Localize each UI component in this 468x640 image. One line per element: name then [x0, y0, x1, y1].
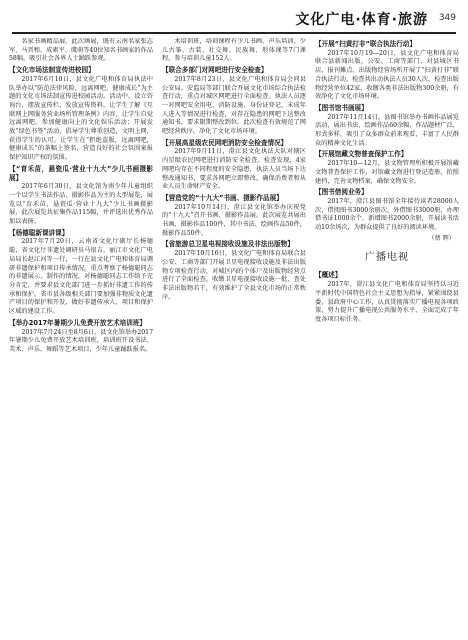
page-number: 349: [438, 13, 456, 23]
entry-heading: 【开展高星级农民网吧消防安全检查情况】: [162, 138, 288, 147]
article-columns: [9, 38, 459, 636]
entry-paragraph: 2017年7月20日，云南省文化厅副厅长杨德聪，省文化厅非遗处调研员马银吉，丽江市文化广电局局长赵江河等一行，一行在县文化广电和体育局调研非遗保护和项目传承情况。重点考察了杨德聪同志的非遗展示、制作的情况，对杨德聪同志工作给予充分肯定，并要求县文化部门进一步抓好非遗工作的传承和保护。省市县各级相关部门要加强非物质文化遗产项目的保护和开发，做好非遗传承人、项目和保护区域的建设工作。: [9, 238, 153, 316]
entry-paragraph: 名家书画精品展、此次画展，既有云南名家张志军、马晋和、成素平、虞萌等40位知名书画家的作品58幅，吸引社会各界人士踊跃参观。: [9, 38, 153, 63]
entry-heading: 【图书馆书画展】: [315, 103, 368, 112]
entry-heading: 【开展“扫黄打非”联合执法行动】: [315, 40, 416, 48]
entry-heading: 【营造党的“十九大”书画、摄影作品展】: [162, 193, 283, 202]
entry-heading: 【文化市场法制宣传进校园】: [9, 66, 95, 75]
subsection-title: 广播电视: [365, 252, 409, 264]
column-1: [9, 38, 153, 636]
page-header: [12, 8, 456, 34]
author-signature: （蔡 辉）: [428, 234, 455, 242]
entry-heading: 【省旅游总卫星电视接收设施及非法出版物】: [162, 240, 294, 249]
entry-paragraph: 2017年7月24日至8月6日，县文化馆举办2017年暑期少儿免费开放艺术培训班，培训班开设书法、美术、声乐、舞蹈等艺术项目，少年儿童踊跃报名。: [9, 328, 153, 353]
entry-heading: 【杨德聪新课讲课】: [9, 228, 69, 237]
entry-paragraph: 2017年10月14日，澄江县文化馆举办庆祝党的“十九大”召开书画、摄影作品展。此次展览共展出书画、摄影作品100件，其中书法、绘画作品50件，摄影作品50件。: [162, 203, 306, 237]
entry-heading: 【图书借阅业务】: [315, 188, 368, 197]
entry-heading: 【举办2017年暑期少儿免费开放艺术培训班】: [9, 318, 147, 327]
entry-paragraph: 2017年10月19—20日，县文化广电和体育局联合县新闻出版、公安、工商等部门，对县城区书店、报刊摊点、出版物经营场所开展了“扫黄打非”联合执法行动。检查共出动执法人员30人次，检查出版物经营单位42家，收缴各类非法出版物300余册，有效净化了文化市场环境。: [315, 49, 459, 101]
entry-paragraph: 2017年6月30日，县文化馆为南少年儿童组织一个以学生书法作品、摄影作品为主的大型展览，展览以“育禾苗，悬瓷瓜·营业十九大”少儿书画摄影展，此次展览共征集作品115幅，并评选出优秀作品加以表扬。: [9, 183, 153, 226]
entry-heading: 【联合多部门对网吧进行安全检查】: [162, 66, 268, 75]
entry-paragraph: 2017年，澄江县图书馆全年接待读者28000人次，借阅图书3000余册次，外借图书3000册，办理借书证1000余个，新增图书2000余册，开展读书活动10余场次，为群众提供了良好的阅读环境。: [315, 197, 459, 232]
entry-paragraph: 2017年8月23日，县文化广电和体育局会同县公安局、安监局等部门联合开展文化市场综合执法检查行动，重点对城区网吧进行全面检查。执法人员逐一对网吧安全用电、消防设施、身份证登记、未成年人进入等情况进行检查，对存在隐患的网吧下达整改通知书，要求限期整改到位。此次检查有效规范了网吧经营秩序，净化了文化市场环境。: [162, 75, 306, 136]
entry-heading: 【概述】: [315, 271, 342, 280]
entry-paragraph: 2017年6月10日，县文化广电和体育局执法中队举办以“防范法律风险，远离网吧、健康成长”为主题的文化市场法制宣传进校园活动。活动中，设立咨询台，摆放宣传栏，发放宣传资料，让学生了解《互联网上网服务营业场所管理条例》内容，让学生自觉远离网吧。参加健康向上的文化娱乐活动；开展发放“绿色书签”活动，倡导学生尊重创造，文明上网，获得学生的认可。让学生在“拒绝盗版，远离网吧，健康成长”的条幅上签名，营造良好的社会氛围案报保护知识产权的氛围。: [9, 75, 153, 162]
column-3: [315, 38, 459, 636]
entry-paragraph: 2017年11月14日，县图书馆举办书画作品展览活动，展出书法、绘画作品60余幅，作品题材广泛，形式多样，吸引了众多群众前来观看，丰富了人民群众的精神文化生活。: [315, 113, 459, 147]
entry-paragraph: 2017年10月16日，县文化广电和体育局联合县公安、工商等部门开展卫星电视接收设施及非法出版物专项检查行动，对城区内的个体户及出版物经营点进行了全面检查，收缴卫星电视接收设施一批，查处非法出版物若干，有效维护了全县文化市场的正常秩序。: [162, 250, 306, 301]
entry-paragraph: 2017年，澄江县文化广电和体育局坚持以习近平新时代中国特色社会主义思想为指导，紧紧围绕县委、县政府中心工作，认真贯彻落实广播电视各项政策，努力提升广播电视公共服务水平，全面完成了年度各项目标任务。: [315, 281, 459, 323]
entry-paragraph: 2017年9月11日，澄江县文化执法大队对辖区内星级农民网吧进行消防安全检查。检查发现，4家网吧均存在不同程度的安全隐患，执法人员当场下达整改通知书，要求各网吧立即整改，确保消费者和从业人员生命财产安全。: [162, 148, 306, 191]
entry-paragraph: 术培训班，培训课程有少儿书画、声乐培训、少儿古筝、古装、社交舞、民族舞、形体课等7门课程，参与培训儿童152人。: [162, 38, 306, 63]
entry-paragraph: 2017年10—12月，县文物管理所积极开展馆藏文物普查保护工作，对馆藏文物进行登记造册、拍照建档，完善文物档案，确保文物安全。: [315, 160, 459, 185]
entry-heading: 【“育禾苗，悬瓷瓜·营业十九大”少儿书画摄影展】: [9, 164, 153, 182]
section-title: 文化广电·体育·旅游: [295, 12, 428, 28]
entry-heading: 【开展馆藏文物普查保护工作】: [315, 150, 408, 159]
column-2: [162, 38, 306, 636]
